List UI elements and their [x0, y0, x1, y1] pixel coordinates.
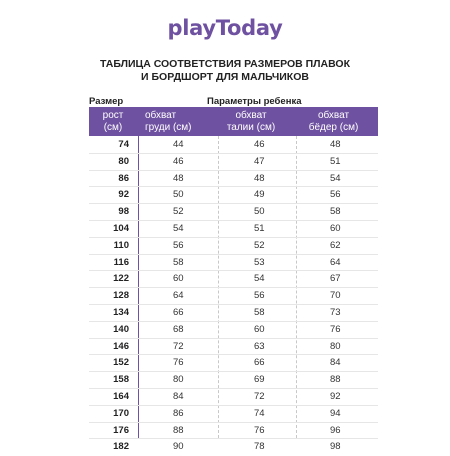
cell-waist: 76	[254, 424, 265, 436]
title-line-2: И БОРДШОРТ ДЛЯ МАЛЬЧИКОВ	[141, 71, 309, 83]
cell-waist: 69	[254, 374, 265, 386]
table-row	[89, 406, 378, 423]
cell-waist: 72	[254, 390, 265, 402]
table-row	[89, 372, 378, 389]
header-chest	[145, 107, 219, 136]
cell-chest: 54	[173, 222, 184, 234]
cell-waist: 53	[254, 256, 265, 268]
cell-height: 182	[113, 441, 129, 453]
cell-hips: 98	[330, 441, 341, 453]
table-row	[89, 271, 378, 288]
table-row	[89, 305, 378, 322]
cell-chest: 66	[173, 306, 184, 318]
cell-hips: 96	[330, 424, 341, 436]
cell-height: 176	[113, 424, 129, 436]
cell-waist: 56	[254, 290, 265, 302]
cell-chest: 64	[173, 290, 184, 302]
header-height-line1: рост	[102, 109, 124, 121]
cell-hips: 51	[330, 155, 341, 167]
table-row	[89, 255, 378, 272]
cell-height: 92	[118, 189, 129, 201]
cell-chest: 48	[173, 172, 184, 184]
cell-hips: 94	[330, 407, 341, 419]
cell-height: 80	[118, 155, 129, 167]
cell-hips: 56	[330, 189, 341, 201]
cell-hips: 54	[330, 172, 341, 184]
cell-height: 122	[113, 273, 129, 285]
cell-height: 104	[113, 222, 129, 234]
cell-hips: 76	[330, 323, 341, 335]
cell-hips: 70	[330, 290, 341, 302]
table-row	[89, 322, 378, 339]
cell-height: 86	[118, 172, 129, 184]
cell-height: 110	[113, 239, 129, 251]
cell-height: 140	[113, 323, 129, 335]
child-params-label: Параметры ребенка	[207, 96, 302, 107]
table-header	[89, 107, 378, 136]
cell-height: 146	[113, 340, 129, 352]
cell-chest: 44	[173, 139, 184, 150]
cell-waist: 52	[254, 239, 265, 251]
table-row	[89, 204, 378, 221]
header-hips-line2: бёдер (см)	[308, 121, 359, 133]
cell-chest: 72	[173, 340, 184, 352]
cell-chest: 60	[173, 273, 184, 285]
header-waist-line2: талии (см)	[226, 121, 276, 133]
cell-height: 152	[113, 357, 129, 369]
cell-height: 74	[118, 139, 129, 150]
cell-chest: 56	[173, 239, 184, 251]
header-height-line2: (см)	[103, 121, 123, 133]
header-waist	[214, 107, 288, 136]
page-title	[0, 58, 450, 84]
cell-hips: 60	[330, 222, 341, 234]
cell-chest: 50	[173, 189, 184, 201]
cell-hips: 92	[330, 390, 341, 402]
cell-hips: 73	[330, 306, 341, 318]
header-hips	[289, 107, 378, 136]
table-row	[89, 288, 378, 305]
cell-chest: 46	[173, 155, 184, 167]
header-chest-line1: обхват	[145, 109, 177, 121]
cell-height: 170	[113, 407, 129, 419]
table-row	[89, 154, 378, 171]
cell-hips: 84	[330, 357, 341, 369]
title-line-1: ТАБЛИЦА СООТВЕТСТВИЯ РАЗМЕРОВ ПЛАВОК	[99, 58, 351, 70]
brand-logo: playToday	[167, 16, 283, 40]
header-chest-line2: груди (см)	[145, 121, 192, 133]
cell-height: 116	[113, 256, 129, 268]
cell-hips: 62	[330, 239, 341, 251]
cell-hips: 80	[330, 340, 341, 352]
cell-waist: 48	[254, 172, 265, 184]
table-row	[89, 355, 378, 372]
cell-height: 158	[113, 374, 129, 386]
cell-waist: 78	[254, 441, 265, 453]
table-row	[89, 171, 378, 188]
cell-waist: 66	[254, 357, 265, 369]
cell-chest: 80	[173, 374, 184, 386]
cell-hips: 58	[330, 206, 341, 218]
cell-waist: 63	[254, 340, 265, 352]
table-row	[89, 439, 378, 456]
cell-chest: 52	[173, 206, 184, 218]
cell-hips: 64	[330, 256, 341, 268]
cell-chest: 84	[173, 390, 184, 402]
cell-waist: 50	[254, 206, 265, 218]
cell-chest: 86	[173, 407, 184, 419]
table-row	[89, 389, 378, 406]
cell-height: 134	[113, 306, 129, 318]
table-row	[89, 339, 378, 356]
cell-waist: 74	[254, 407, 265, 419]
cell-waist: 58	[254, 306, 265, 318]
cell-hips: 88	[330, 374, 341, 386]
cell-height: 164	[113, 390, 129, 402]
table-row	[89, 221, 378, 238]
cell-chest: 88	[173, 424, 184, 436]
cell-waist: 49	[254, 189, 265, 201]
table-row	[89, 238, 378, 255]
header-hips-line1: обхват	[317, 109, 350, 121]
table-row	[89, 187, 378, 204]
cell-chest: 58	[173, 256, 184, 268]
size-label: Размер	[89, 96, 124, 107]
header-waist-line1: обхват	[235, 109, 267, 121]
cell-waist: 60	[254, 323, 265, 335]
cell-height: 98	[118, 206, 129, 218]
size-table-body	[89, 137, 378, 456]
cell-chest: 76	[173, 357, 184, 369]
cell-hips: 67	[330, 273, 341, 285]
table-row	[89, 137, 378, 154]
cell-waist: 54	[254, 273, 265, 285]
cell-waist: 46	[254, 139, 265, 150]
cell-waist: 47	[254, 155, 265, 167]
cell-hips: 48	[330, 139, 341, 150]
table-row	[89, 423, 378, 440]
header-height	[89, 107, 137, 136]
cell-chest: 90	[173, 441, 184, 453]
cell-chest: 68	[173, 323, 184, 335]
cell-waist: 51	[254, 222, 265, 234]
cell-height: 128	[113, 290, 129, 302]
